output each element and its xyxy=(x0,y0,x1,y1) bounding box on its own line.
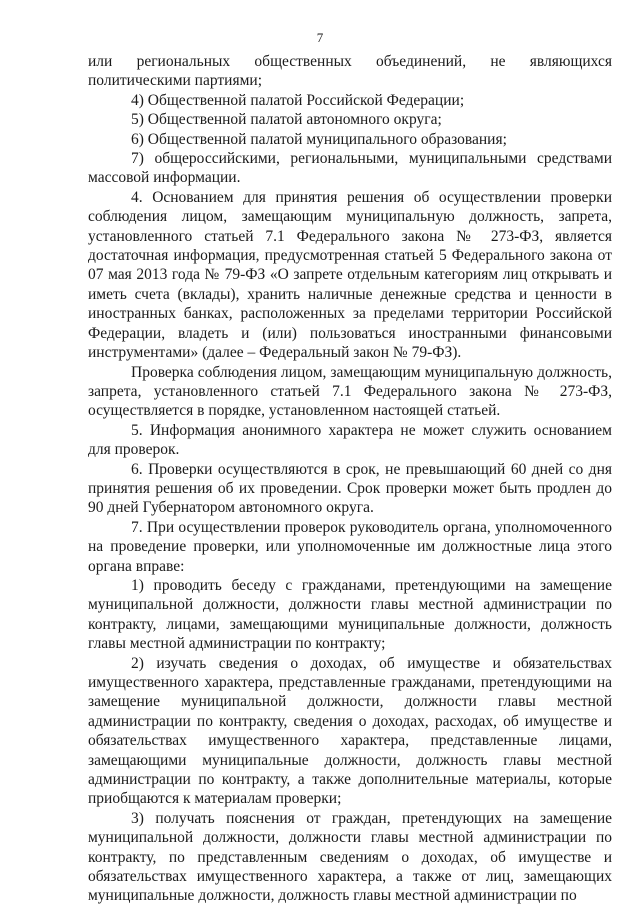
clause-7-paragraph: 7. При осуществлении проверок руководитель органа, уполномоченного на проведение проверки, или уполномоченные им должностные лица этого органа вправе: xyxy=(88,518,612,575)
list-item-5: 5) Общественной палатой автономного округа; xyxy=(131,111,442,129)
document-body xyxy=(88,52,612,906)
clause-7-item-1: 1) проводить беседу с гражданами, претендующими на замещение муниципальной должности, должности главы местной администрации по контракту, лицами, замещающими муниципальные должности, должность главы местной администрации по контракту; xyxy=(88,576,612,653)
clause-5-paragraph: 5. Информация анонимного характера не может служить основанием для проверок. xyxy=(88,421,612,459)
list-item-4: 4) Общественной палатой Российской Федерации; xyxy=(131,91,465,109)
clause-7-item-2: 2) изучать сведения о доходах, об имуществе и обязательствах имущественного характера, представленные гражданами, претендующими на замещение муниципальной должности, должности главы местной администрации по контракту, сведения о доходах, расходах, об имуществе и обязательствах имущественного характера, представленные лицами, замещающими муниципальные должности, должность главы местной администрации по контракту, а также дополнительные материалы, которые приобщаются к материалам проверки; xyxy=(88,654,612,808)
clause-4-procedure-paragraph: Проверка соблюдения лицом, замещающим муниципальную должность, запрета, установленного статьей 7.1 Федерального закона № 273-ФЗ, осуществляется в порядке, установленном настоящей статьей. xyxy=(88,363,612,420)
clause-6-paragraph: 6. Проверки осуществляются в срок, не превышающий 60 дней со дня принятия решения об их проведении. Срок проверки может быть продлен до 90 дней Губернатором автономного округа. xyxy=(88,460,612,517)
list-item-6: 6) Общественной палатой муниципального образования; xyxy=(131,130,507,148)
list-item-7: 7) общероссийскими, региональными, муниципальными средствами массовой информации. xyxy=(88,150,612,187)
paragraph-continuation: или региональных общественных объединений, не являющихся политическими партиями; xyxy=(88,53,612,90)
clause-7-item-3: 3) получать пояснения от граждан, претендующих на замещение муниципальной должности, должности главы местной администрации по контракту, по представленным сведениям о доходах, об имуществе и обязательствах имущественного характера, а также от лиц, замещающих муниципальные должности, должность главы местной администрации по xyxy=(88,809,612,905)
page-number: 7 xyxy=(316,30,324,45)
clause-4-paragraph: 4. Основанием для принятия решения об осуществлении проверки соблюдения лицом, замещающим муниципальную должность, запрета, установленного статьей 7.1 Федерального закона № 273-ФЗ, является достаточная информация, предусмотренная статьей 5 Федерального закона от 07 мая 2013 года № 79-ФЗ «О запрете отдельным категориям лиц открывать и иметь счета (вклады), хранить наличные денежные средства и ценности в иностранных банках, расположенных за пределами территории Российской Федерации, владеть и (или) пользоваться иностранными финансовыми инструментами» (далее – Федеральный закон № 79-ФЗ). xyxy=(88,188,612,362)
